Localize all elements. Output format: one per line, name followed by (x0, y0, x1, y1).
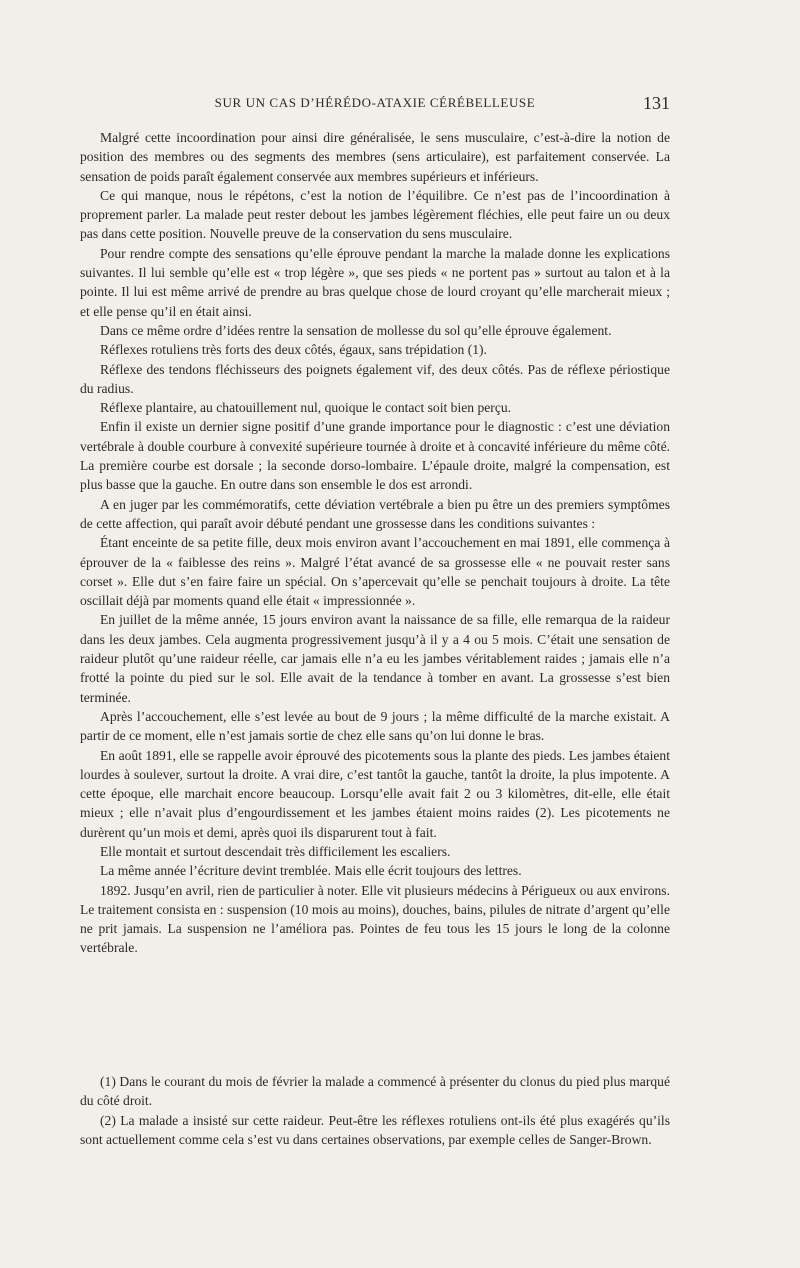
paragraph: Elle montait et surtout descendait très difficilement les escaliers. (100, 843, 451, 859)
paragraph: A en juger par les commémoratifs, cette déviation vertébrale a bien pu être un des premiers symptômes de cette affection, qui paraît avoir débuté pendant une grossesse dans les conditions suivantes : (80, 496, 670, 531)
paragraph: 1892. Jusqu’en avril, rien de particulier à noter. Elle vit plusieurs médecins à Périgueux ou aux environs. Le traitement consista en : suspension (10 mois au moins), douches, bains, pilules de nitrate d’argent qu’elle ne prit jamais. La suspension ne l’améliora pas. Pointes de feu tous les 15 jours le long de la colonne vertébrale. (80, 882, 670, 956)
page-number: 131 (643, 93, 670, 113)
running-title: SUR UN CAS D’HÉRÉDO-ATAXIE CÉRÉBELLEUSE (214, 95, 536, 110)
paragraph: Étant enceinte de sa petite fille, deux mois environ avant l’accouchement en mai 1891, elle commença à éprouver de la « faiblesse des reins ». Malgré l’état avancé de sa grossesse elle « ne pouvait rester sans corset ». Elle dut s’en faire faire un spécial. On s’apercevait qu’elle se penchait toujours à droite. La tête oscillait déjà par moments quand elle était « impressionnée ». (80, 535, 670, 609)
paragraph: En août 1891, elle se rappelle avoir éprouvé des picotements sous la plante des pieds. Les jambes étaient lourdes à soulever, surtout la droite. A vrai dire, c’est tantôt la gauche, tantôt la droite, la plus impotente. A cette époque, elle marchait encore beaucoup. Lorsqu’elle avait fait 2 ou 3 kilomètres, dit-elle, elle était mieux ; elle n’avait plus d’engourdissement et les jambes étaient moins raides (2). Les picotements ne durèrent qu’un mois et demi, après quoi ils disparurent tout à fait. (80, 747, 670, 840)
running-header (80, 93, 670, 115)
paragraph: Après l’accouchement, elle s’est levée au bout de 9 jours ; la même difficulté de la marche existait. A partir de ce moment, elle n’est jamais sortie de chez elle sans qu’on lui donne le bras. (80, 708, 670, 744)
footnotes (80, 1072, 670, 1149)
paragraph: Réflexes rotuliens très forts des deux côtés, égaux, sans trépidation (1). (100, 342, 487, 358)
paragraph: La même année l’écriture devint tremblée. Mais elle écrit toujours des lettres. (100, 863, 522, 879)
footnote: (2) La malade a insisté sur cette raideur. Peut-être les réflexes rotuliens ont-ils été plus exagérés qu’ils sont actuellement comme cela s’est vu dans certaines observations, par exemple celles de Sanger-Brown. (80, 1112, 670, 1147)
paragraph: Réflexe plantaire, au chatouillement nul, quoique le contact soit bien perçu. (100, 400, 512, 416)
paragraph: En juillet de la même année, 15 jours environ avant la naissance de sa fille, elle remarqua de la raideur dans les deux jambes. Cela augmenta progressivement jusqu’à il y a 4 ou 5 mois. C’était une sensation de raideur plutôt qu’une raideur réelle, car jamais elle n’a eu les jambes véritablement raides ; jamais elle n’a frotté la pointe du pied sur le sol. Elle avait de la tendance à tomber en avant. La grossesse s’est bien terminée. (80, 612, 670, 705)
paragraph: Pour rendre compte des sensations qu’elle éprouve pendant la marche la malade donne les explications suivantes. Il lui semble qu’elle est « trop légère », que ses pieds « ne portent pas » surtout au talon et à la pointe. Il lui est même arrivé de prendre au bras quelque chose de lourd croyant qu’elle marcherait mieux ; et elle pense qu’il en était ainsi. (80, 245, 670, 319)
paragraph: Enfin il existe un dernier signe positif d’une grande importance pour le diagnostic : c’est une déviation vertébrale à double courbure à convexité supérieure tournée à droite et à concavité inférieure du même côté. La première courbe est dorsale ; la seconde dorso-lombaire. L’épaule droite, malgré la compensation, est plus basse que la gauche. En outre dans son ensemble le dos est arrondi. (80, 419, 670, 493)
paragraph: Ce qui manque, nous le répétons, c’est la notion de l’équilibre. Ce n’est pas de l’incoordination à proprement parler. La malade peut rester debout les jambes légèrement fléchies, elle peut faire un ou deux pas dans cette position. Nouvelle preuve de la conservation du sens musculaire. (80, 187, 670, 242)
paragraph: Dans ce même ordre d’idées rentre la sensation de mollesse du sol qu’elle éprouve également. (100, 322, 612, 338)
paragraph: Malgré cette incoordination pour ainsi dire généralisée, le sens musculaire, c’est-à-dire la notion de position des membres ou des segments des membres (sens articulaire), est parfaitement conservée. La sensation de poids paraît également conservée aux membres supérieurs et inférieurs. (80, 130, 670, 184)
paragraph: Réflexe des tendons fléchisseurs des poignets également vif, des deux côtés. Pas de réflexe périostique du radius. (80, 361, 670, 396)
body-text (80, 128, 670, 958)
footnote: (1) Dans le courant du mois de février la malade a commencé à présenter du clonus du pied plus marqué du côté droit. (80, 1074, 670, 1109)
